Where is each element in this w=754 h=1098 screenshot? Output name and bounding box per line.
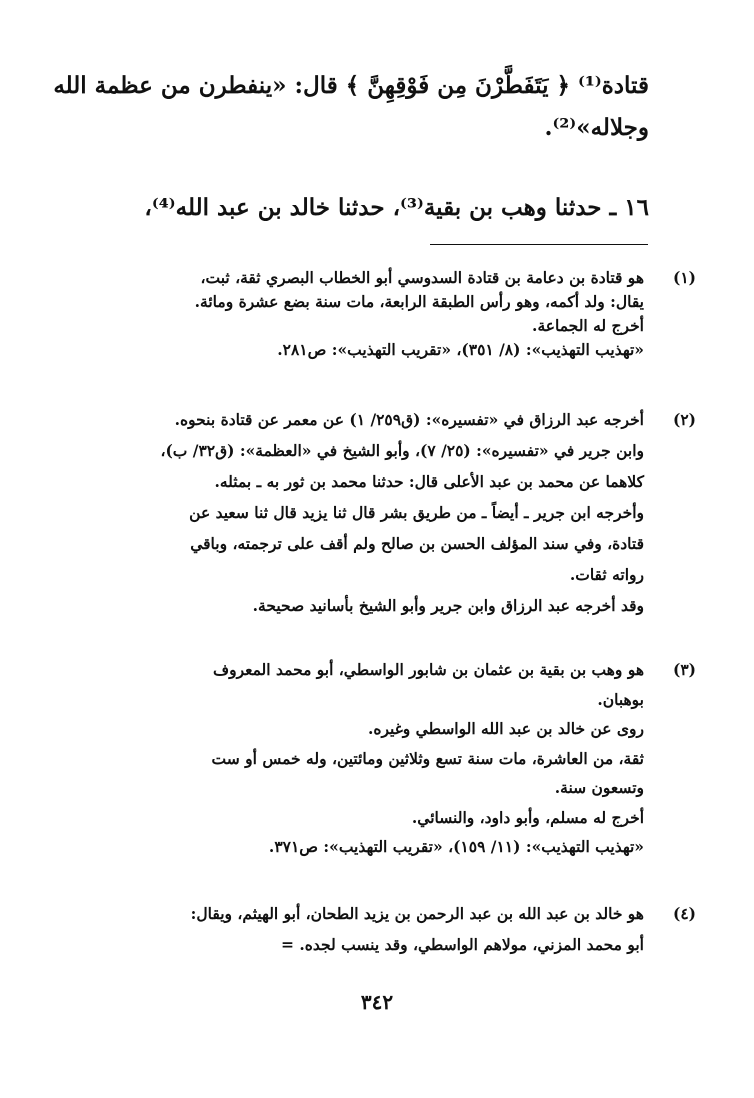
footnote-3 bbox=[42, 655, 696, 862]
footnote-2-line: رواته ثقات. bbox=[569, 565, 644, 584]
footnote-4-line: أبو محمد المزني، مولاهم الواسطي، وقد ينسب لجده. = bbox=[280, 935, 644, 954]
footnote-2-line: وأخرجه ابن جرير ـ أيضاً ـ من طريق بشر قال ثنا يزيد قال ثنا سعيد عن bbox=[189, 503, 644, 522]
footnote-1-line: «تهذيب التهذيب»: (٨/ ٣٥١)، «تقريب التهذيب»: ص٢٨١. bbox=[277, 340, 644, 359]
footnote-2-line: كلاهما عن محمد بن عبد الأعلى قال: حدثنا محمد بن ثور به ـ بمثله. bbox=[214, 472, 644, 491]
footnote-2-line: وقد أخرجه عبد الرزاق وابن جرير وأبو الشيخ بأسانيد صحيحة. bbox=[252, 596, 644, 615]
footnote-2-line: وابن جرير في «تفسيره»: (٢٥/ ٧)، وأبو الشيخ في «العظمة»: (ق٣٢/ ب)، bbox=[160, 441, 644, 460]
footnote-3-line: هو وهب بن بقية بن عثمان بن شابور الواسطي، أبو محمد المعروف bbox=[213, 660, 644, 679]
footnote-2 bbox=[42, 404, 696, 621]
page-number: ٣٤٢ bbox=[360, 990, 394, 1014]
footnote-1-line: يقال: ولد أكمه، وهو رأس الطبقة الرابعة، مات سنة بضع عشرة ومائة. bbox=[194, 292, 644, 311]
footnote-1 bbox=[42, 266, 696, 362]
footnote-2-number: (٢) bbox=[672, 410, 696, 429]
footnote-2-line: قتادة، وفي سند المؤلف الحسن بن صالح ولم أقف على ترجمته، وباقي bbox=[190, 534, 644, 553]
footnote-3-line: أخرج له مسلم، وأبو داود، والنسائي. bbox=[411, 807, 644, 827]
footnote-4 bbox=[42, 898, 696, 960]
footnote-4-number: (٤) bbox=[672, 904, 696, 923]
footnote-divider bbox=[430, 244, 648, 245]
footnote-4-line: هو خالد بن عبد الله بن عبد الرحمن بن يزيد الطحان، أبو الهيثم، ويقال: bbox=[190, 904, 644, 923]
main-text-line-2: وجلاله»⁽²⁾. bbox=[544, 114, 649, 141]
footnote-3-line: «تهذيب التهذيب»: (١١/ ١٥٩)، «تقريب التهذيب»: ص٣٧١. bbox=[268, 837, 644, 856]
footnote-2-line: أخرجه عبد الرزاق في «تفسيره»: (ق٢٥٩/ ١) عن معمر عن قتادة بنحوه. bbox=[174, 410, 644, 429]
main-text-line-1: قتادة⁽¹⁾ ﴿ يَتَفَطَّرْنَ مِن فَوْقِهِنَّ ﴾ قال: «ينفطرن من عظمة الله bbox=[53, 72, 649, 99]
footnote-3-line: وتسعون سنة. bbox=[554, 778, 644, 797]
footnote-3-line: بوهبان. bbox=[597, 689, 644, 709]
footnote-3-number: (٣) bbox=[672, 660, 696, 679]
footnote-1-line: هو قتادة بن دعامة بن قتادة السدوسي أبو الخطاب البصري ثقة، ثبت، bbox=[200, 268, 644, 287]
footnote-3-line: روى عن خالد بن عبد الله الواسطي وغيره. bbox=[367, 719, 644, 738]
footnote-3-line: ثقة، من العاشرة، مات سنة تسع وثلاثين ومائتين، وله خمس أو ست bbox=[211, 748, 644, 768]
footnote-1-line: أخرج له الجماعة. bbox=[532, 316, 644, 335]
hadith-16-line: ١٦ ـ حدثنا وهب بن بقية⁽³⁾، حدثنا خالد بن عبد الله⁽⁴⁾، bbox=[144, 194, 649, 221]
footnote-1-number: (١) bbox=[672, 268, 696, 287]
